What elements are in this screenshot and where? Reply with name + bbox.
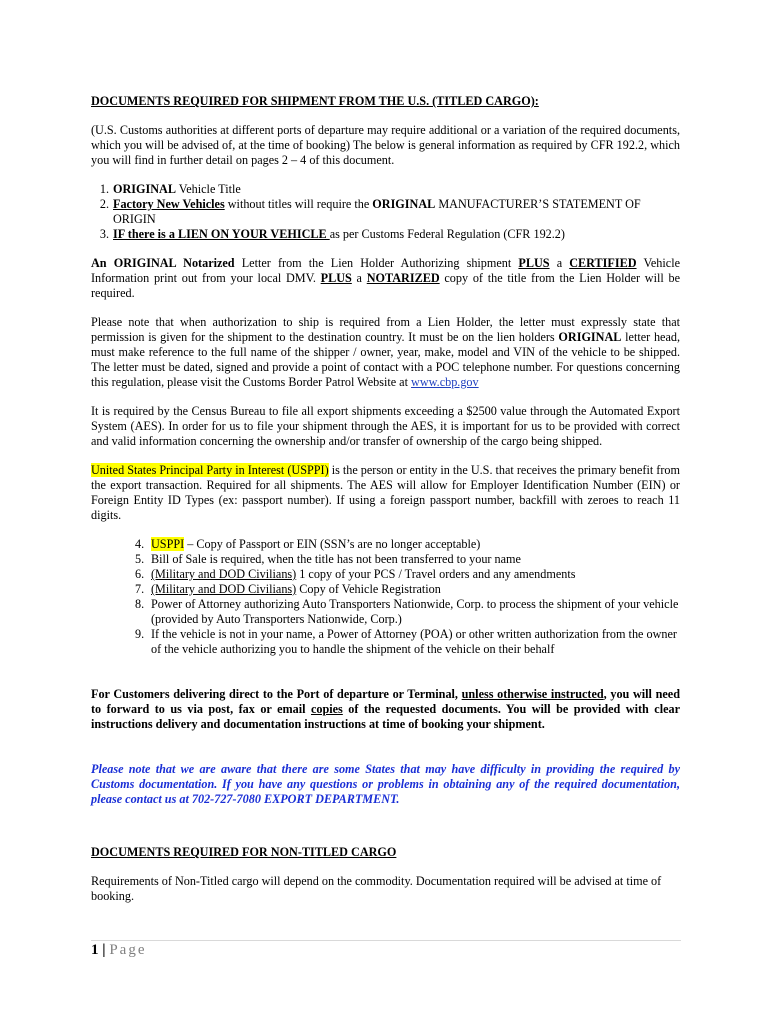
census-paragraph: It is required by the Census Bureau to file all export shipments exceeding a $2500 value through the Automated Export System (AES). In order for us to file your shipment through the AES, it is important for us to be provided with correct and valid information concerning the ownership and/or transfer of ownership of the cargo being shipped. [91, 404, 680, 448]
authorization-paragraph: Please note that when authorization to ship is required from a Lien Holder, the letter must expressly state that permission is given for the shipment to the destination country. It must be on the lien holders ORIGINAL letter head, must make reference to the full name of the shipper / owner, year, make, model and VIN of the vehicle to be shipped. The letter must be dated, signed and provide a point of contact with a POC telephone number. For questions concerning this regulation, please visit the Customs Border Patrol Website at www.cbp.gov [91, 315, 680, 389]
list-item: 8. Power of Attorney authorizing Auto Transporters Nationwide, Corp. to process the shipment of your vehicle (provided by Auto Transporters Nationwide, Corp.) [135, 597, 679, 626]
customers-paragraph: For Customers delivering direct to the Port of departure or Terminal, unless otherwise instructed, you will need to forward to us via post, fax or email copies of the requested documents. You will be provided with clear instructions delivery and documentation instructions at time of booking your shipment. [91, 687, 680, 731]
list-item: 6. (Military and DOD Civilians) 1 copy of your PCS / Travel orders and any amendments [135, 567, 576, 581]
heading-titled-cargo: DOCUMENTS REQUIRED FOR SHIPMENT FROM THE U.S. (TITLED CARGO): [91, 94, 539, 108]
non-titled-paragraph: Requirements of Non-Titled cargo will depend on the commodity. Documentation required will be advised at time of booking. [91, 874, 662, 903]
page-footer [91, 942, 146, 959]
lien-paragraph: An ORIGINAL Notarized Letter from the Lien Holder Authorizing shipment PLUS a CERTIFIED Vehicle Information print out from your local DMV. PLUS a NOTARIZED copy of the title from the Lien Holder will be required. [91, 256, 680, 300]
usppi-highlight: United States Principal Party in Interest (USPPI) [91, 463, 329, 477]
document-body [91, 94, 680, 904]
states-note: Please note that we are aware that there are some States that may have difficulty in providing the required by Customs documentation. If you have any questions or problems in obtaining any of the required documentation, please contact us at 702-727-7080 EXPORT DEPARTMENT. [91, 762, 680, 806]
list-item: 5. Bill of Sale is required, when the title has not been transferred to your name [135, 552, 521, 566]
list-item: 9. If the vehicle is not in your name, a Power of Attorney (POA) or other written authorization from the owner of the vehicle authorizing you to handle the shipment of the vehicle on their behalf [135, 627, 677, 656]
page-separator: | [98, 942, 110, 958]
list-item: 7. (Military and DOD Civilians) Copy of Vehicle Registration [135, 582, 441, 596]
page-label: Page [109, 942, 147, 958]
list-item: 1. ORIGINAL Vehicle Title [99, 182, 241, 196]
page-number: 1 [91, 942, 99, 958]
required-documents-list [91, 182, 680, 242]
usppi-paragraph: United States Principal Party in Interest (USPPI) is the person or entity in the U.S. that receives the primary benefit from the export transaction. Required for all shipments. The AES will allow for Employer Identification Number (EIN) or Foreign Entity ID Types (ex: passport number). If using a foreign passport number, backfill with zeroes to reach 11 digits. [91, 463, 680, 522]
footer-divider [91, 940, 681, 941]
list-item: 4. USPPI – Copy of Passport or EIN (SSN’s are no longer acceptable) [135, 537, 481, 551]
intro-paragraph: (U.S. Customs authorities at different ports of departure may require additional or a variation of the required documents, which you will be advised of, at the time of booking) The below is general information as required by CFR 192.2, which you will find in further detail on pages 2 – 4 of this document. [91, 123, 680, 167]
usppi-documents-list [135, 537, 680, 657]
list-item: 2. Factory New Vehicles without titles will require the ORIGINAL MANUFACTURER’S STATEMENT OF ORIGIN [99, 197, 641, 226]
list-item: 3. IF there is a LIEN ON YOUR VEHICLE as per Customs Federal Regulation (CFR 192.2) [99, 227, 565, 241]
cbp-website-link[interactable]: www.cbp.gov [411, 375, 479, 389]
heading-non-titled-cargo: DOCUMENTS REQUIRED FOR NON-TITLED CARGO [91, 845, 397, 859]
